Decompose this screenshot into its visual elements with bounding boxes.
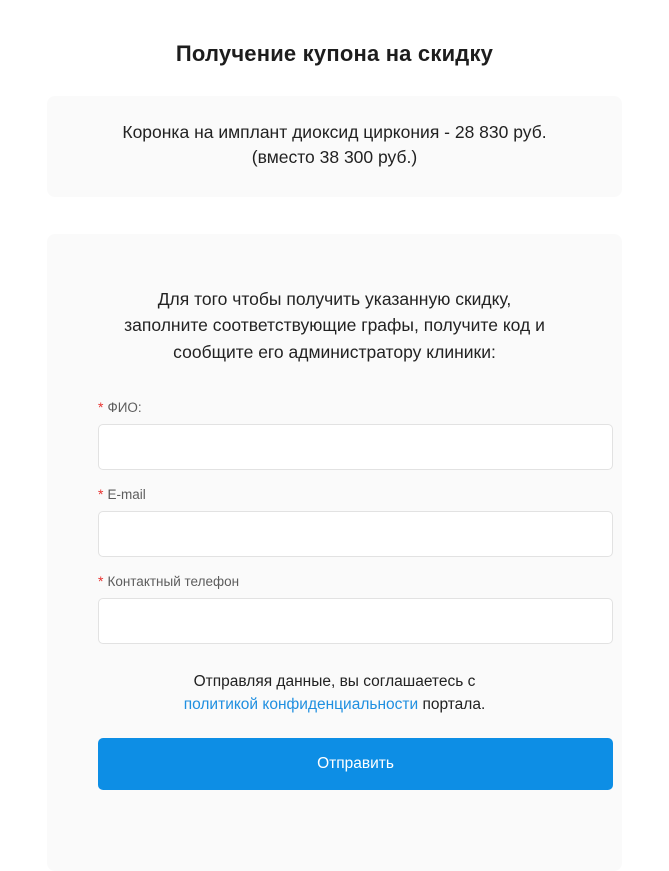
form-intro-line-3: сообщите его администратору клиники: (173, 341, 496, 362)
required-asterisk-icon: * (98, 485, 104, 502)
form-intro (75, 286, 594, 365)
offer-line-1: Коронка на имплант диоксид циркония - 28 830 руб. (122, 122, 547, 142)
fio-label-text: ФИО: (107, 399, 142, 415)
form-intro-line-1: Для того чтобы получить указанную скидку, (157, 289, 512, 309)
email-label-text: E-mail (107, 486, 146, 502)
fio-label (98, 399, 596, 415)
consent-suffix: портала. (418, 696, 486, 713)
submit-button[interactable]: Отправить (98, 738, 613, 790)
fio-input[interactable] (98, 424, 613, 470)
coupon-form-card (47, 234, 622, 871)
offer-line-2: (вместо 38 300 руб.) (251, 147, 418, 168)
offer-text (73, 120, 596, 171)
email-input[interactable] (98, 511, 613, 557)
field-email (73, 486, 596, 557)
field-fio (73, 399, 596, 470)
consent-prefix: Отправляя данные, вы соглашаетесь с (193, 672, 476, 690)
privacy-policy-link[interactable]: политикой конфиденциальности (183, 696, 419, 713)
offer-card (47, 96, 622, 197)
consent-text (73, 670, 596, 717)
phone-label-text: Контактный телефон (107, 573, 240, 589)
required-asterisk-icon: * (98, 398, 104, 415)
page-title: Получение купона на скидку (175, 40, 494, 66)
phone-input[interactable] (98, 598, 613, 644)
email-label (98, 486, 596, 502)
phone-label (98, 573, 596, 589)
required-asterisk-icon: * (98, 572, 104, 589)
form-intro-line-2: заполните соответствующие графы, получите код и (124, 315, 545, 336)
field-phone (73, 573, 596, 644)
